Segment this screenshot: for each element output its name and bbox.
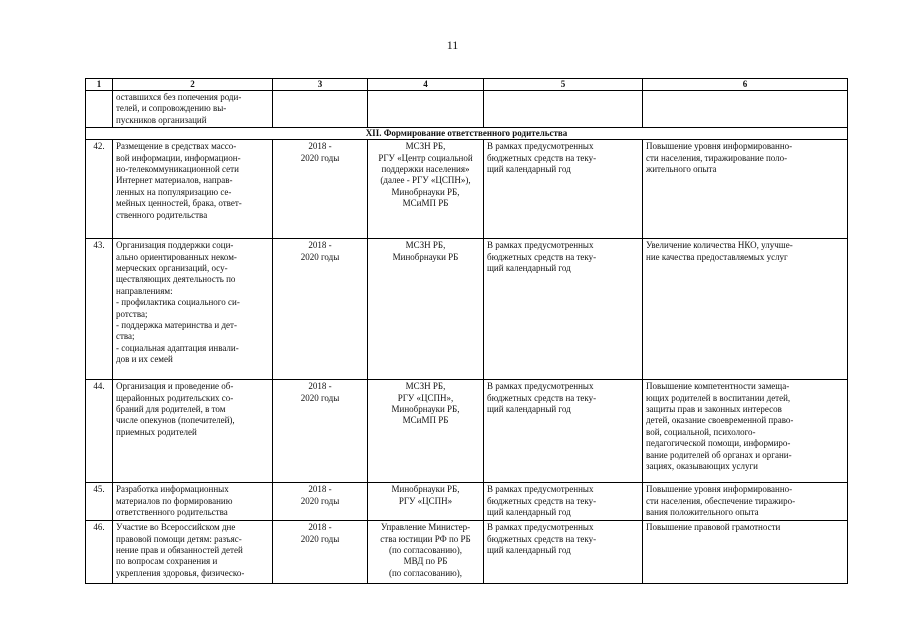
measure-funding-line: В рамках предусмотренных: [487, 522, 594, 533]
measure-funding: [484, 483, 643, 521]
measure-executors-line: РГУ «ЦСПН»: [398, 495, 453, 506]
measure-description-line: Организация и проведение об-: [116, 381, 234, 392]
measure-executors: [368, 380, 484, 483]
measure-description-line: числе опекунов (попечителей),: [116, 415, 235, 426]
measure-result-line: защиты прав и законных интересов: [646, 404, 782, 415]
measure-funding-line: бюджетных средств на теку-: [487, 251, 597, 262]
table-row: [86, 521, 848, 584]
measure-description-line: - поддержка материнства и дет-: [116, 320, 237, 331]
measure-term: [273, 521, 368, 584]
measure-funding-line: бюджетных средств на теку-: [487, 152, 597, 163]
measure-executors-line: Минобрнауки РБ,: [391, 484, 460, 495]
measure-description-line: Разработка информационных: [116, 484, 229, 495]
measure-result-line: Повышение компетентности замеща-: [646, 381, 790, 392]
measure-result-line: вой, социальной, психолого-: [646, 426, 756, 437]
measure-term-line: 2020 годы: [300, 495, 340, 506]
continuation-text: оставшихся без попечения роди- телей, и сопровождению вы- пускников организаций: [113, 91, 273, 128]
measure-funding-line: бюджетных средств на теку-: [487, 533, 597, 544]
measure-term: [273, 239, 368, 380]
measure-executors-line: МСиМП РБ: [402, 198, 449, 209]
measure-description-line: направлениям:: [116, 285, 173, 296]
measure-executors-line: Минобрнауки РБ,: [391, 404, 460, 415]
measure-result: [643, 483, 848, 521]
measure-result-line: вания положительного опыта: [646, 507, 759, 518]
measure-description-line: Организация поддержки соци-: [116, 240, 234, 251]
item-number: 44.: [86, 380, 113, 483]
table-row: [86, 140, 848, 239]
header-row: [86, 79, 848, 91]
header-col-5: 5: [484, 79, 643, 91]
measure-funding-line: бюджетных средств на теку-: [487, 495, 597, 506]
measure-description: [113, 380, 273, 483]
measure-term-line: 2018 -: [308, 240, 332, 251]
measure-result-line: педагогической помощи, информиро-: [646, 438, 791, 449]
measure-term-line: 2018 -: [308, 381, 332, 392]
measure-funding-line: В рамках предусмотренных: [487, 381, 594, 392]
header-col-6: 6: [643, 79, 848, 91]
measure-description-line: браний для родителей, в том: [116, 404, 226, 415]
measure-description-line: ства;: [116, 331, 135, 342]
measure-description-line: мерческих организаций, осу-: [116, 263, 228, 274]
measure-funding-line: щий календарный год: [487, 263, 571, 274]
table-row: [86, 483, 848, 521]
measure-description-line: Размещение в средствах массо-: [116, 141, 237, 152]
measure-term: [273, 140, 368, 239]
measure-funding-line: щий календарный год: [487, 545, 571, 556]
measure-result-line: ние качества предоставляемых услуг: [646, 251, 788, 262]
measure-term-line: 2020 годы: [300, 251, 340, 262]
measure-description-line: ответственного родительства: [116, 507, 228, 518]
measure-result-line: жительного опыта: [646, 164, 717, 175]
measure-result-line: сти населения, тиражирование поло-: [646, 152, 788, 163]
measure-term-line: 2020 годы: [300, 392, 340, 403]
measure-funding-line: В рамках предусмотренных: [487, 141, 594, 152]
measure-description-line: ществляющих деятельность по: [116, 274, 236, 285]
table-row: [86, 239, 848, 380]
measure-term-line: 2018 -: [308, 522, 332, 533]
measure-executors-line: Минобрнауки РБ,: [391, 186, 460, 197]
measure-funding-line: В рамках предусмотренных: [487, 240, 594, 251]
measure-term-line: 2018 -: [308, 141, 332, 152]
measure-executors-line: МВД по РБ: [403, 556, 448, 567]
measure-description-line: материалов по формированию: [116, 495, 233, 506]
measure-description-line: - социальная адаптация инвали-: [116, 342, 239, 353]
measure-executors-line: РГУ «ЦСПН»,: [397, 392, 454, 403]
measure-executors-line: (далее - РГУ «ЦСПН»),: [380, 175, 471, 186]
measure-description-line: Интернет материалов, направ-: [116, 175, 233, 186]
measure-result-line: Увеличение количества НКО, улучше-: [646, 240, 793, 251]
measure-description: [113, 239, 273, 380]
measure-description-line: щерайонных родительских со-: [116, 392, 234, 403]
measure-executors-line: МСЗН РБ,: [405, 141, 446, 152]
measure-description-line: по вопросам сохранения и: [116, 556, 218, 567]
measure-description-line: нение прав и обязанностей детей: [116, 545, 243, 556]
measure-description-line: вой информации, информацион-: [116, 152, 241, 163]
measure-description: [113, 521, 273, 584]
header-col-2: 2: [113, 79, 273, 91]
section-row: [86, 128, 848, 140]
measure-funding-line: щий календарный год: [487, 164, 571, 175]
measure-description-line: ленных на популяризацию се-: [116, 186, 232, 197]
item-number: 45.: [86, 483, 113, 521]
measure-executors: [368, 239, 484, 380]
measure-executors-line: МСиМП РБ: [402, 415, 449, 426]
measure-result: [643, 239, 848, 380]
measure-description: [113, 140, 273, 239]
measure-description: [113, 483, 273, 521]
measure-funding: [484, 380, 643, 483]
item-number: 43.: [86, 239, 113, 380]
measures-table: [85, 78, 848, 584]
measure-description-line: - профилактика социального си-: [116, 297, 240, 308]
header-col-1: 1: [86, 79, 113, 91]
measure-description-line: но-телекоммуникационной сети: [116, 164, 239, 175]
measure-result-line: ющих родителей в воспитании детей,: [646, 392, 791, 403]
section-title: XII. Формирование ответственного родительства: [86, 128, 848, 140]
header-col-3: 3: [273, 79, 368, 91]
measure-executors: [368, 140, 484, 239]
measure-executors-line: (по согласованию),: [388, 545, 462, 556]
measure-executors-line: (по согласованию),: [388, 567, 462, 578]
measure-description-line: приемных родителей: [116, 426, 197, 437]
measure-result-line: Повышение уровня информированно-: [646, 141, 793, 152]
measure-description-line: Участие во Всероссийском дне: [116, 522, 236, 533]
measure-term: [273, 483, 368, 521]
measure-funding: [484, 521, 643, 584]
measure-executors: [368, 521, 484, 584]
measure-result-line: вание родителей об органах и органи-: [646, 449, 792, 460]
measure-result-line: сти населения, обеспечение тиражиро-: [646, 495, 796, 506]
measure-funding-line: щий календарный год: [487, 507, 571, 518]
measure-executors-line: РГУ «Центр социальной: [378, 152, 473, 163]
measure-description-line: дов и их семей: [116, 354, 173, 365]
measure-description-line: ственного родительства: [116, 209, 208, 220]
measure-executors: [368, 483, 484, 521]
table-row: [86, 380, 848, 483]
measure-term-line: 2018 -: [308, 484, 332, 495]
measure-result: [643, 380, 848, 483]
measure-description-line: ально ориентированных неком-: [116, 251, 237, 262]
measure-executors-line: поддержки населения»: [381, 164, 470, 175]
measure-description-line: мейных ценностей, брака, ответ-: [116, 198, 242, 209]
measure-funding: [484, 140, 643, 239]
measure-funding: [484, 239, 643, 380]
measure-term-line: 2020 годы: [300, 533, 340, 544]
measure-funding-line: В рамках предусмотренных: [487, 484, 594, 495]
measure-result-line: детей, оказание своевременной право-: [646, 415, 794, 426]
measure-executors-line: Минобрнауки РБ: [392, 251, 459, 262]
measure-funding-line: щий календарный год: [487, 404, 571, 415]
measure-funding-line: бюджетных средств на теку-: [487, 392, 597, 403]
measure-executors-line: МСЗН РБ,: [405, 240, 446, 251]
item-number: 46.: [86, 521, 113, 584]
measure-result-line: зациях, оказывающих услуги: [646, 461, 758, 472]
measure-description-line: правовой помощи детям: разъяс-: [116, 533, 242, 544]
measure-result-line: Повышение правовой грамотности: [646, 522, 781, 533]
measure-description-line: укрепления здоровья, физическо-: [116, 567, 245, 578]
header-col-4: 4: [368, 79, 484, 91]
measure-term: [273, 380, 368, 483]
measure-term-line: 2020 годы: [300, 152, 340, 163]
measure-description-line: ротства;: [116, 308, 148, 319]
item-number: 42.: [86, 140, 113, 239]
measure-executors-line: МСЗН РБ,: [405, 381, 446, 392]
continuation-row: [86, 91, 848, 128]
measure-executors-line: Управление Министер-: [380, 522, 471, 533]
measure-result: [643, 521, 848, 584]
page-number: 11: [446, 38, 459, 52]
measure-result-line: Повышение уровня информированно-: [646, 484, 793, 495]
measure-result: [643, 140, 848, 239]
measure-executors-line: ства юстиции РФ по РБ: [380, 533, 471, 544]
